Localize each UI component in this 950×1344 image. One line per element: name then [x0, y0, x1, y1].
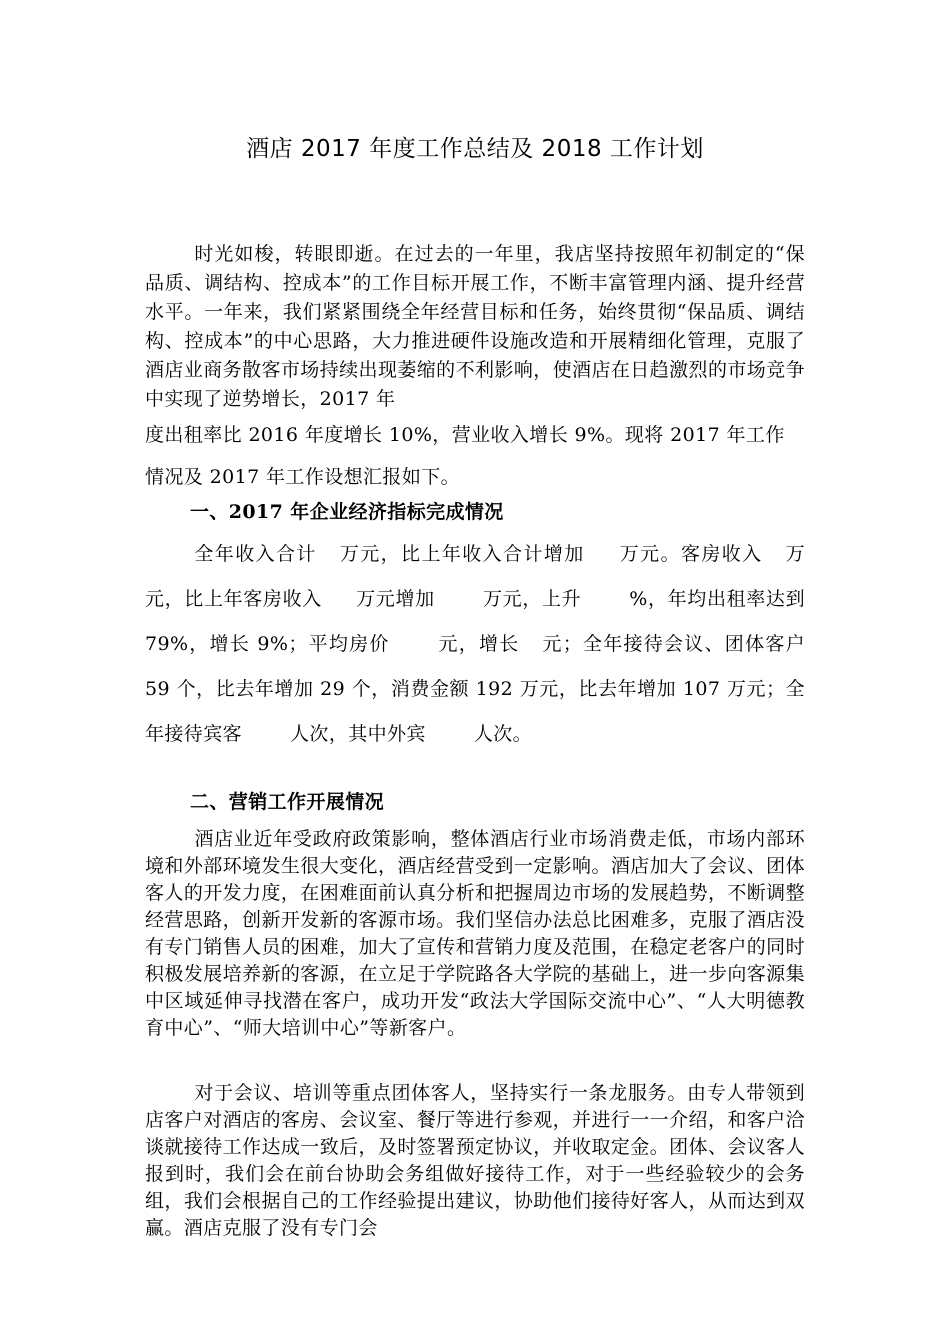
section-2-paragraph-2: 对于会议、培训等重点团体客人，坚持实行一条龙服务。由专人带领到店客户对酒店的客房、会议室、餐厅等进行参观，并进行一一介绍，和客户洽谈就接待工作达成一致后，及时签署预定协议，并收取定金。团体、会议客人报到时，我们会在前台协助会务组做好接待工作，对于一些经验较少的会务组，我们会根据自己的工作经验提出建议，协助他们接待好客人，从而达到双赢。酒店克服了没有专门会: [145, 1082, 805, 1239]
s1-text-3: 万元。客房收入: [618, 543, 763, 565]
s1-text-4: 万元，比上年客房收入: [145, 543, 805, 610]
s1-text-7: %，年均出租率达到 79%，增长 9%；平均房价: [145, 588, 805, 655]
intro-paragraph: [145, 240, 805, 498]
s1-text-2: 万元，比上年收入合计增加: [338, 543, 585, 565]
section-1-heading: 一、2017 年企业经济指标完成情况: [190, 501, 504, 523]
s1-text-11: 人次。: [473, 723, 533, 745]
section-2-heading: 二、营销工作开展情况: [190, 791, 385, 813]
document-title: 酒店 2017 年度工作总结及 2018 工作计划: [246, 136, 704, 162]
intro-main-text: 时光如梭，转眼即逝。在过去的一年里，我店坚持按照年初制定的“保品质、调结构、控成本”的工作目标开展工作，不断丰富管理内涵、提升经营水平。一年来，我们紧紧围绕全年经营目标和任务，始终贯彻“保品质、调结构、控成本”的中心思路，大力推进硬件设施改造和开展精细化管理，克服了酒店业商务散客市场持续出现萎缩的不利影响，使酒店在日趋激烈的市场竞争中实现了逆势增长，2017 年: [145, 243, 805, 410]
intro-tail-line-2: 情况及 2017 年工作设想汇报如下。: [145, 466, 461, 488]
s1-text-9: 元；全年接待会议、团体客户 59 个，比去年增加 29 个，消费金额 192 万元，比去年增加 107 万元；全年接待宾客: [145, 633, 806, 745]
s1-text-5: 万元增加: [355, 588, 435, 610]
s1-text-8: 元，增长: [437, 633, 520, 655]
s1-text-6: 万元，上升: [482, 588, 582, 610]
intro-tail-line-1: 度出租率比 2016 年度增长 10%，营业收入增长 9%。现将 2017 年工作: [145, 424, 785, 446]
section-2-paragraph-1: 酒店业近年受政府政策影响，整体酒店行业市场消费走低，市场内部环境和外部环境发生很大变化，酒店经营受到一定影响。酒店加大了会议、团体客人的开发力度，在困难面前认真分析和把握周边市场的发展趋势，不断调整经营思路，创新开发新的客源市场。我们坚信办法总比困难多，克服了酒店没有专门销售人员的困难，加大了宣传和营销力度及范围，在稳定老客户的同时积极发展培养新的客源，在立足于学院路各大学院的基础上，进一步向客源集中区域延伸寻找潜在客户，成功开发“政法大学国际交流中心”、“人大明德教育中心”、“师大培训中心”等新客户。: [145, 828, 805, 1039]
section-1-paragraph: [145, 532, 805, 757]
s1-text-1: 全年收入合计: [194, 543, 317, 565]
s1-text-10: 人次，其中外宾: [290, 723, 426, 745]
